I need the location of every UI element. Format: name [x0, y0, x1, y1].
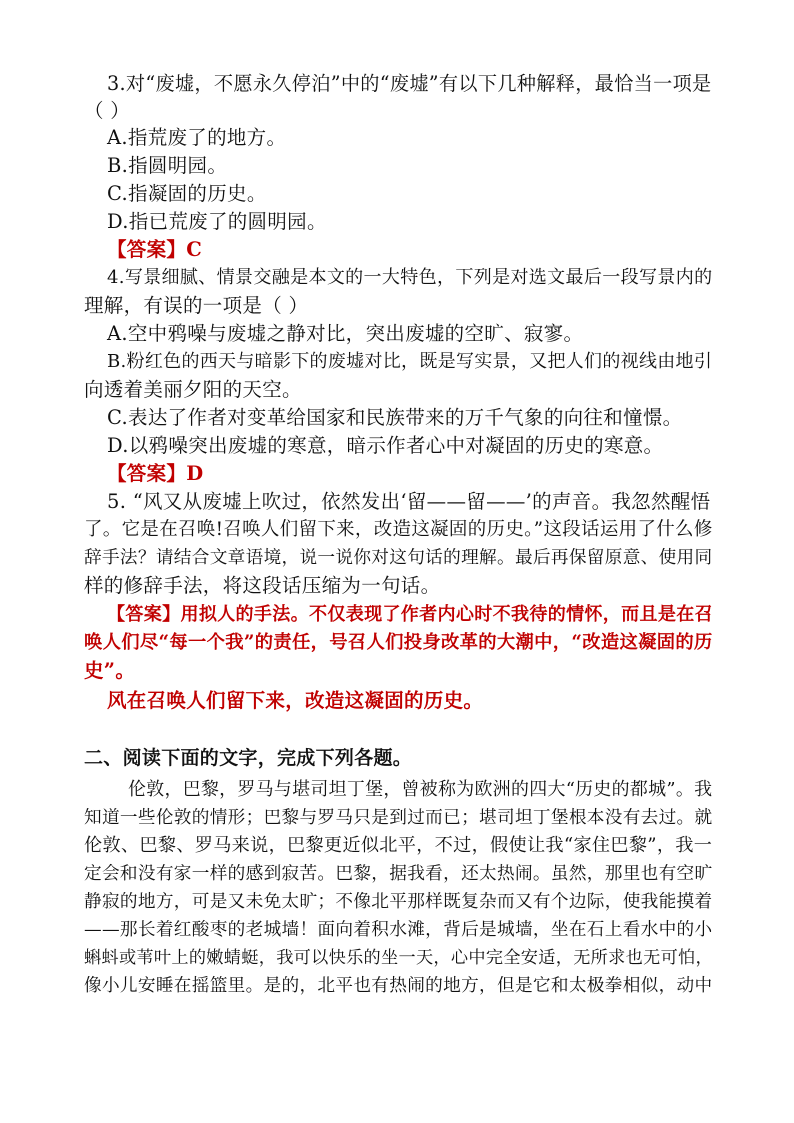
passage-line-4: 定会和没有家一样的感到寂苦。巴黎，据我看，还太热闹。虽然，那里也有空旷 [84, 864, 713, 884]
q3-answer [107, 238, 202, 262]
section-2-heading: 二、阅读下面的文字，完成下列各题。 [84, 747, 413, 769]
passage-line-6: ——那长着红酸枣的老城墙！面向着积水滩，背后是城墙，坐在石上看水中的小 [84, 920, 713, 940]
passage-line-3: 伦敦、巴黎、罗马来说，巴黎更近似北平，不过，假使让我“家住巴黎”，我一 [84, 835, 713, 856]
q3-stem-line-2: （ ） [84, 99, 131, 122]
q3-option-d: D.指已荒废了的圆明园。 [107, 210, 327, 233]
q5-stem-line-3: 辞手法？请结合文章语境，说一说你对这句话的理解。最后再保留原意、使用同 [84, 548, 713, 568]
passage-line-2: 知道一些伦敦的情形；巴黎与罗马只是到过而已；堪司坦丁堡根本没有去过。就 [84, 808, 713, 828]
q4-stem-line-2: 理解，有误的一项是（ ） [84, 294, 309, 317]
q5-answer-text: 用拟人的手法。不仅表现了作者内心时不我待的情怀，而且是在召 [180, 604, 713, 625]
q4-answer-tag: 【答案】 [107, 462, 187, 485]
passage-line-8: 像小儿安睡在摇篮里。是的，北平也有热闹的地方，但是它和太极拳相似，动中 [84, 976, 713, 996]
passage-line-1: 伦敦，巴黎，罗马与堪司坦丁堡，曾被称为欧洲的四大“历史的都城”。我 [128, 779, 713, 800]
q4-option-c: C.表达了作者对变革给国家和民族带来的万千气象的向往和憧憬。 [107, 406, 683, 429]
q5-stem-line-2: 了。它是在召唤!召唤人们留下来，改造这凝固的历史。”这段话运用了什么修 [84, 519, 713, 540]
q3-option-b: B.指圆明园。 [107, 154, 228, 177]
q5-answer-line-2: 唤人们尽“每一个我”的责任，号召人们投身改革的大潮中，“改造这凝固的历 [84, 632, 713, 653]
q5-answer-tag: 【答案】 [107, 604, 181, 625]
q5-answer-line-3: 史”。 [84, 659, 136, 682]
q5-stem-line-1: 5. “风又从废墟上吹过，依然发出‘留——留——’的声音。我忽然醒悟 [107, 490, 711, 513]
q3-answer-tag: 【答案】 [107, 238, 187, 261]
q4-answer-value: D [186, 462, 204, 485]
q5-stem-line-4: 样的修辞手法，将这段话压缩为一句话。 [84, 574, 441, 597]
q5-answer-line-1 [107, 603, 713, 627]
q3-stem-line-1: 3.对“废墟，不愿永久停泊”中的“废墟”有以下几种解释，最恰当一项是 [107, 72, 712, 95]
q3-answer-value: C [186, 238, 203, 261]
q4-option-d: D.以鸦噪突出废墟的寒意，暗示作者心中对凝固的历史的寒意。 [107, 434, 664, 457]
q5-answer-line-4: 风在召唤人们留下来，改造这凝固的历史。 [107, 689, 484, 712]
q3-option-a: A.指荒废了的地方。 [107, 126, 287, 149]
q3-option-c: C.指凝固的历史。 [107, 182, 267, 205]
q4-answer [107, 462, 203, 486]
passage-line-5: 静寂的地方，可是又未免太旷；不像北平那样既复杂而又有个边际，使我能摸着 [84, 892, 713, 912]
q4-stem-line-1: 4.写景细腻、情景交融是本文的一大特色，下列是对选文最后一段写景内的 [107, 267, 713, 288]
q4-option-b-line-2: 向透着美丽夕阳的天空。 [84, 378, 302, 401]
q4-option-a: A.空中鸦噪与废墟之静对比，突出废墟的空旷、寂寥。 [107, 322, 584, 345]
q4-option-b-line-1: B.粉红色的西天与暗影下的废墟对比，既是写实景，又把人们的视线由地引 [107, 351, 713, 372]
passage-line-7: 蝌蚪或苇叶上的嫩蜻蜓，我可以快乐的坐一天，心中完全安适，无所求也无可怕， [84, 948, 713, 968]
